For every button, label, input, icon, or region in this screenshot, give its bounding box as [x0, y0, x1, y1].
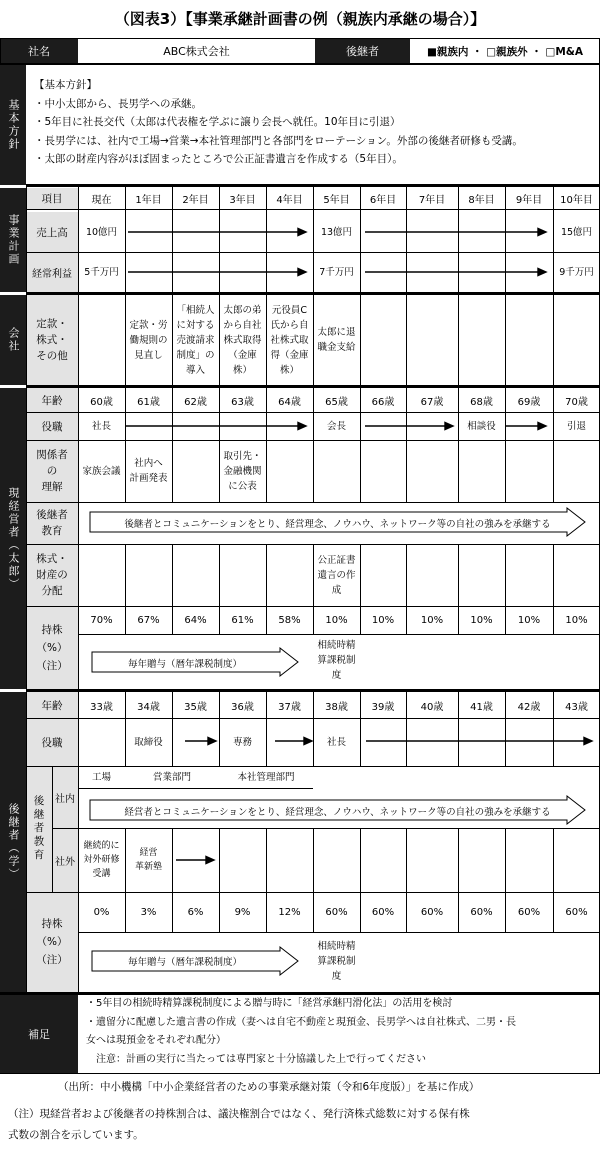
profit-y10: 9千万円 [559, 266, 594, 278]
manager-role-y10: 引退 [566, 420, 586, 432]
manager-holding-label: 持株 （%） （注） [36, 623, 68, 672]
company-y2: 「相続人 に対する 売渡請求 制度」の 導入 [176, 304, 215, 376]
successor-gift-text: 毎年贈与（暦年課税制度） [127, 957, 242, 968]
stakeholder-y3: 取引先・ 金融機関 に公表 [223, 450, 262, 492]
successor-education-label [26, 766, 52, 892]
timeline-arrowhead [208, 738, 216, 745]
item-header: 項目 [41, 193, 63, 205]
successor-age: 39歳 [371, 701, 395, 713]
successor-age: 34歳 [137, 701, 160, 713]
company-y1: 定款・労 働規則の 見直し [129, 319, 168, 361]
manager-holding: 10% [470, 614, 493, 626]
manager-education-text: 後継者とコミュニケーションをとり、経営理念、ノウハウ、ネットワーク等の自社の強みを承継する [124, 518, 551, 530]
timeline-arrowhead [445, 423, 453, 430]
successor-role-y5: 社長 [326, 736, 346, 748]
manager-holding: 70% [90, 614, 113, 626]
manager-age: 67歳 [420, 396, 444, 408]
manager-age: 62歳 [184, 396, 207, 408]
successor-age: 35歳 [184, 701, 207, 713]
stakeholder-label: 関係者 の 理解 [36, 449, 68, 493]
profit-now: 5千万円 [84, 266, 119, 278]
manager-age: 64歳 [278, 396, 301, 408]
successor-type-label: 後継者 [315, 39, 410, 63]
successor-holding: 60% [517, 906, 541, 918]
profit-y5: 7千万円 [319, 266, 354, 278]
external-now: 継続的に 対外研修 受講 [83, 841, 120, 879]
manager-age: 69歳 [517, 396, 541, 408]
basic-policy-text: 【基本方針】 ・中小太郎から、長男学への承継。 ・5年目に社長交代（太郎は代表権を学ぶに譲り会長へ就任。10年目に引退） ・長男学には、社内で工場→営業→本社管理部門と各部門をローテーション。外部の後継者研修も受講。 ・太郎の財産内容がほぼ固まったところで公正証書遺言を作成する（5年目）。 [34, 79, 523, 165]
sales-now: 10億円 [85, 226, 118, 238]
successor-age: 40歳 [420, 701, 444, 713]
manager-age: 68歳 [470, 396, 493, 408]
stakeholder-y1: 社内へ 計画発表 [129, 458, 168, 484]
successor-age: 41歳 [470, 701, 493, 713]
year-header: 4年目 [276, 195, 303, 206]
page-title: （図表3）【事業承継計画書の例（親族内承継の場合）】 [114, 9, 486, 28]
timeline-arrowhead [538, 269, 546, 276]
successor-age: 37歳 [278, 701, 301, 713]
timeline-arrowhead [538, 423, 546, 430]
manager-holding: 64% [184, 614, 207, 626]
successor-holding-label: 持株 （%） （注） [36, 918, 68, 966]
timeline-arrowhead [206, 857, 214, 864]
manager-age: 61歳 [137, 396, 160, 408]
successor-role-y1: 取締役 [134, 736, 163, 748]
internal-label: 社内 [55, 793, 75, 805]
year-header: 2年目 [182, 195, 209, 206]
manager-holding: 10% [517, 614, 541, 626]
sales-y5: 13億円 [320, 226, 353, 238]
external-y1: 経営 革新塾 [134, 848, 162, 872]
year-header: 8年目 [468, 195, 495, 206]
external-label: 社外 [55, 856, 75, 868]
manager-gift-text: 毎年贈与（暦年課税制度） [127, 659, 242, 670]
successor-age: 38歳 [325, 701, 348, 713]
source-text: （出所：中小機構「中小企業経営者のための事業承継対策（令和6年度版）」を基に作成） [58, 1081, 480, 1093]
manager-settlement-text: 相続時精 算課税制 度 [317, 639, 356, 681]
supplement-label: 補足 [0, 995, 78, 1073]
manager-education-label: 後継者 教育 [36, 509, 68, 537]
company-y3: 太郎の弟 から自社 株式取得 （金庫 株） [223, 304, 262, 376]
profit-label: 経常利益 [32, 268, 72, 280]
manager-holding: 10% [371, 614, 395, 626]
successor-age: 42歳 [517, 701, 541, 713]
year-header: 6年目 [369, 195, 397, 206]
manager-age: 65歳 [325, 396, 348, 408]
manager-holding: 10% [325, 614, 348, 626]
manager-role-y8: 相談役 [467, 420, 496, 432]
manager-holding: 67% [137, 614, 160, 626]
manager-age-label: 年齢 [41, 394, 63, 407]
manager-age: 66歳 [371, 396, 395, 408]
section-company-text: 会社 [7, 327, 21, 353]
successor-age: 33歳 [90, 701, 113, 713]
timeline-arrowhead [298, 423, 306, 430]
manager-role-label: 役職 [41, 420, 63, 433]
successor-holding: 60% [420, 906, 444, 918]
stakeholder-now: 家族会議 [82, 465, 121, 477]
successor-holding: 60% [565, 906, 588, 918]
year-header: 10年目 [560, 195, 593, 206]
year-header: 3年目 [229, 195, 256, 206]
successor-education-label-text: 後継者教育 [32, 795, 45, 863]
successor-holding: 12% [278, 906, 301, 918]
year-header: 7年目 [418, 195, 446, 206]
internal-text: 経営者とコミュニケーションをとり、経営理念、ノウハウ、ネットワーク等の自社の強みを承継する [124, 806, 551, 818]
company-y4: 元役員C 氏から自 社株式取 得（金庫 株） [270, 304, 309, 376]
section-successor-text: 後継者（学） [7, 803, 21, 881]
manager-role-now: 社長 [91, 420, 111, 432]
timeline-arrowhead [298, 229, 306, 236]
supplement-text: ・5年目の相続時精算課税制度による贈与時に「経営承継円滑化法」の活用を検討 ・遺留分に配慮した遺言書の作成（妻へは自宅不動産と現預金、長男学へは自社株式、二男・長 女へは現預金をそれぞれ配分） 注意：計画の実行に当たっては専門家と十分協議した上で行ってください [86, 998, 516, 1065]
year-header: 現在 [91, 195, 112, 206]
internal-y3: 本社管理部門 [237, 771, 295, 783]
manager-role-y5: 会長 [326, 420, 346, 432]
manager-age: 70歳 [565, 396, 588, 408]
year-header: 1年目 [135, 195, 162, 206]
manager-holding: 58% [278, 614, 301, 626]
manager-holding: 61% [231, 614, 254, 626]
successor-holding: 6% [187, 906, 204, 918]
successor-holding: 9% [234, 906, 251, 918]
successor-holding: 0% [93, 906, 110, 918]
successor-type-options: ■親族内 ・ □親族外 ・ □M&A [426, 45, 584, 58]
asset-y5: 公正証書 遺言の作 成 [317, 554, 356, 596]
section-current-manager-text: 現経営者（太郎） [7, 486, 21, 591]
timeline-arrowhead [538, 229, 546, 236]
company-name-value: ABC株式会社 [163, 45, 230, 58]
footnote-text: （注）現経営者および後継者の持株割合は、議決権割合ではなく、発行済株式総数に対する保有株 式数の割合を示しています。 [8, 1108, 470, 1141]
successor-age-label: 年齢 [41, 699, 63, 712]
basic-policy-label-text: 基本方針 [7, 99, 21, 151]
sales-y10: 15億円 [560, 226, 593, 238]
successor-age: 36歳 [231, 701, 254, 713]
successor-holding: 3% [140, 906, 157, 918]
successor-holding: 60% [325, 906, 348, 918]
manager-age: 60歳 [90, 396, 113, 408]
company-row-label: 定款・ 株式・ その他 [36, 318, 68, 362]
company-y5: 太郎に退 職金支給 [317, 327, 356, 353]
manager-holding: 10% [420, 614, 444, 626]
successor-role-label: 役職 [41, 736, 63, 749]
internal-now: 工場 [91, 771, 111, 783]
successor-role-y3: 専務 [232, 736, 252, 748]
timeline-arrowhead [298, 269, 306, 276]
successor-holding: 60% [371, 906, 395, 918]
year-header: 9年目 [515, 195, 543, 206]
successor-settlement-text: 相続時精 算課税制 度 [317, 940, 356, 982]
asset-label: 株式・ 財産の 分配 [36, 553, 68, 597]
successor-holding: 60% [470, 906, 493, 918]
sales-label: 売上高 [36, 226, 68, 239]
manager-age: 63歳 [231, 396, 254, 408]
section-business-plan-text: 事業計画 [7, 214, 21, 266]
company-name-label: 社名 [0, 39, 78, 63]
successor-age: 43歳 [565, 701, 588, 713]
timeline-arrowhead [584, 738, 592, 745]
year-header: 5年目 [323, 195, 350, 206]
internal-y1: 営業部門 [152, 771, 191, 783]
manager-holding: 10% [565, 614, 588, 626]
timeline-arrowhead [304, 738, 312, 745]
